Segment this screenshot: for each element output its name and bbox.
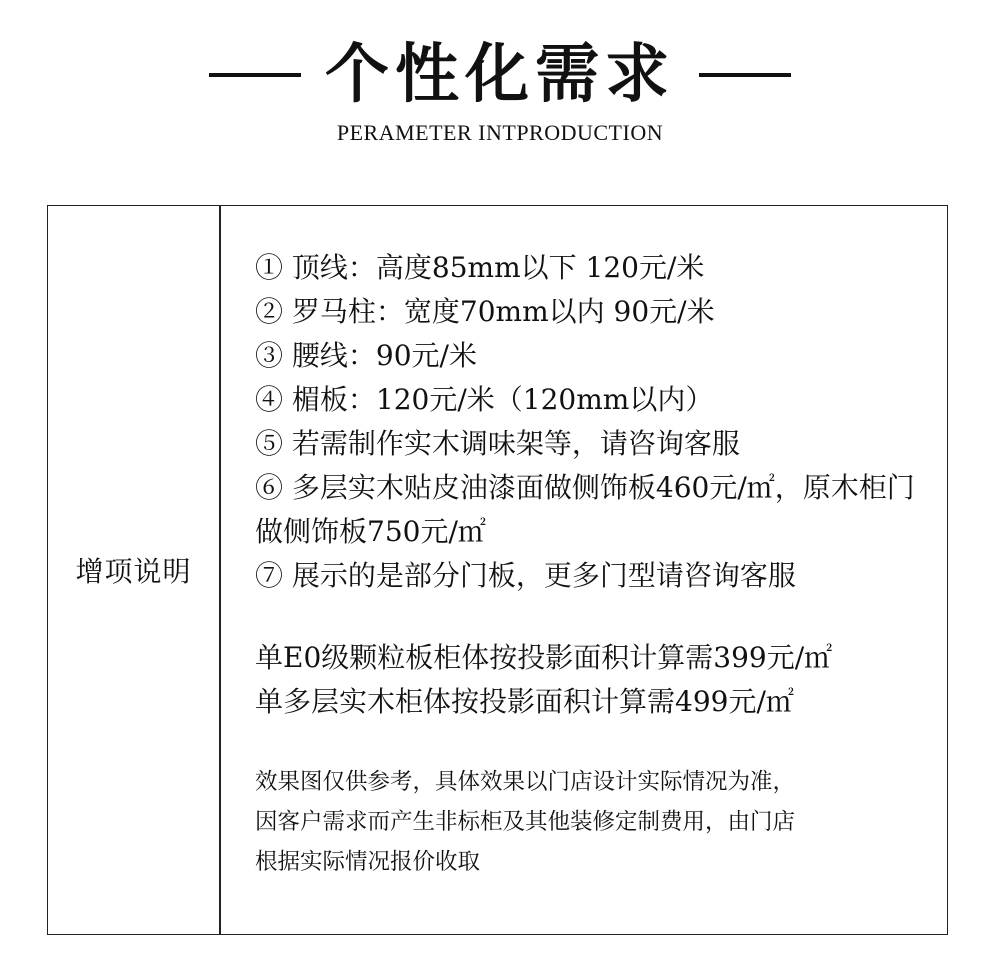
price-block <box>255 636 935 724</box>
table-label: 增项说明 <box>75 555 192 588</box>
table-content-cell <box>255 246 935 882</box>
title-left-rule <box>209 73 301 77</box>
header <box>0 0 1000 190</box>
note-line: 因客户需求而产生非标柜及其他装修定制费用，由门店 <box>255 809 796 835</box>
title-right-rule <box>699 73 791 77</box>
list-item: ① 顶线：高度85mm以下 120元/米 <box>255 251 705 284</box>
page-title: 个性化需求 <box>325 37 675 112</box>
list-item: ④ 楣板：120元/米（120mm以内） <box>255 383 714 416</box>
price-line: 单E0级颗粒板柜体按投影面积计算需399元/㎡ <box>255 641 833 674</box>
list-item: ⑦ 展示的是部分门板，更多门型请咨询客服 <box>255 559 796 592</box>
info-table <box>47 205 948 935</box>
item-list <box>255 246 935 598</box>
page-subtitle: PERAMETER INTPRODUCTION <box>336 120 664 145</box>
list-item: ③ 腰线：90元/米 <box>255 339 477 372</box>
list-item: ⑤ 若需制作实木调味架等，请咨询客服 <box>255 427 740 460</box>
list-item: ⑥ 多层实木贴皮油漆面做侧饰板460元/㎡，原木柜门做侧饰板750元/㎡ <box>255 471 915 548</box>
note-line: 根据实际情况报价收取 <box>255 849 481 875</box>
note-line: 效果图仅供参考，具体效果以门店设计实际情况为准， <box>255 769 796 795</box>
note-block <box>255 762 935 882</box>
column-divider <box>219 206 221 934</box>
list-item: ② 罗马柱：宽度70mm以内 90元/米 <box>255 295 715 328</box>
title-row <box>0 30 1000 120</box>
table-label-cell <box>48 206 219 934</box>
price-line: 单多层实木柜体按投影面积计算需499元/㎡ <box>255 685 794 718</box>
